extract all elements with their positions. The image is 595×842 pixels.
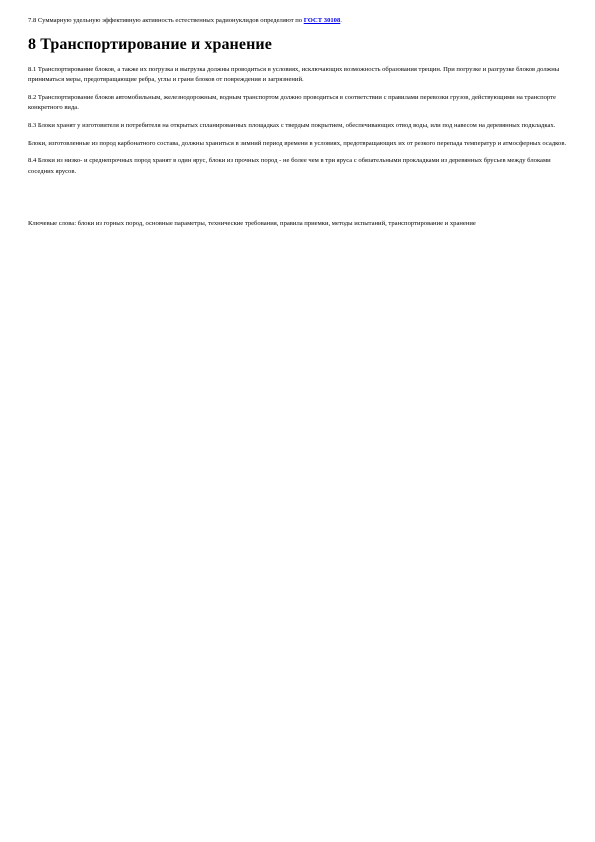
gost-link[interactable]: ГОСТ 30108: [303, 17, 341, 24]
paragraph-8-3-note: Блоки, изготовленные из пород карбонатного состава, должны храниться в зимний период времени в условиях, предотвращающих их от резкого перепада температур и атмосферных осадков.: [28, 139, 567, 147]
keywords: Ключевые слова: блоки из горных пород, основные параметры, технические требования, правила приемки, методы испытаний, транспортирование и хранение: [28, 220, 476, 228]
paragraph-8-3: 8.3 Блоки хранят у изготовителя и потребителя на открытых спланированных площадках с твердым покрытием, обеспечивающих отвод воды, или под навесом на деревянных подкладках.: [28, 121, 556, 129]
section-title: 8 Транспортирование и хранение: [28, 35, 272, 53]
document-page: [28, 16, 568, 230]
paragraph-8-1: 8.1 Транспортирование блоков, а также их погрузка и выгрузка должны проводиться в условиях, исключающих возможность образования трещин. При погрузке и разгрузке блоков должны приниматься меры, предотвращающие ребра, углы и грани блоков от повреждения и загрязнений.: [28, 65, 560, 84]
paragraph-8-2: 8.2 Транспортирование блоков автомобильным, железнодорожным, водным транспортом должно проводиться в соответствии с правилами перевозки грузов, действующими на транспорте конкретного вида.: [28, 93, 556, 112]
paragraph-8-4: 8.4 Блоки из низко- и среднепрочных пород хранят в один ярус, блоки из прочных пород - не более чем в три яруса с обязательными прокладками из деревянных брусьев между блоками соседних ярусов.: [28, 157, 551, 175]
intro-text: 7.8 Суммарную удельную эффективную активность естественных радионуклидов определяют по: [28, 17, 304, 24]
intro-paragraph: [28, 16, 568, 27]
intro-tail: .: [340, 17, 342, 24]
